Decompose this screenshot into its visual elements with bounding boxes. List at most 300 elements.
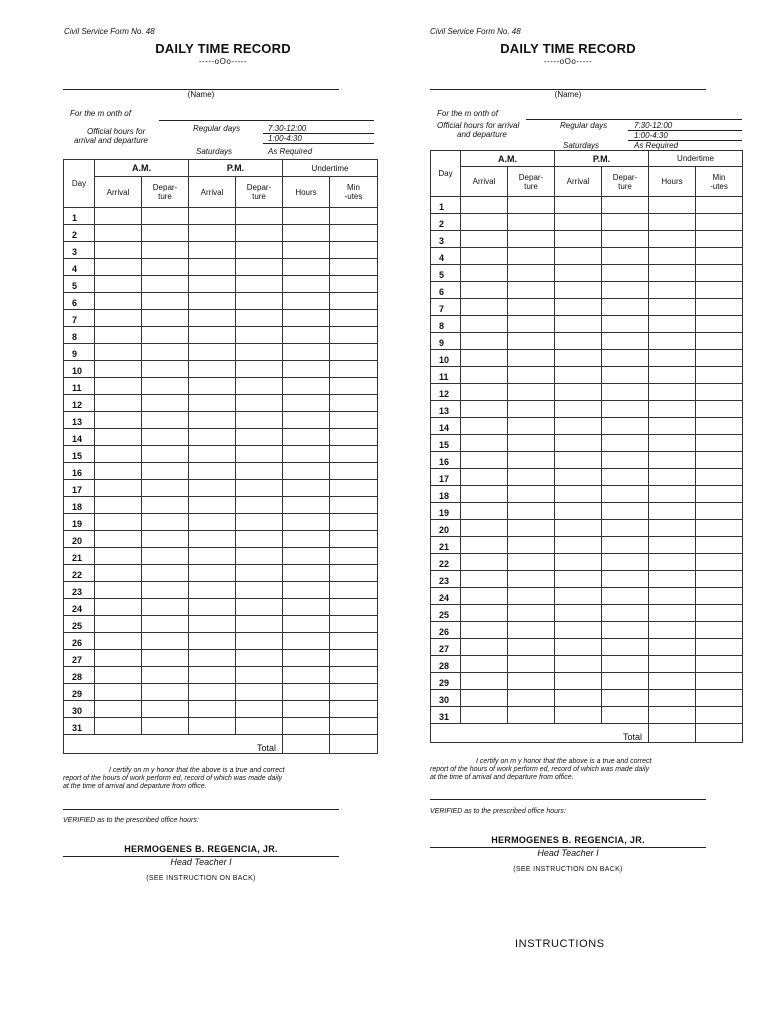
pm-arrival-cell[interactable]	[189, 480, 236, 497]
am-departure-cell[interactable]	[142, 395, 189, 412]
undertime-minutes-cell[interactable]	[696, 520, 743, 537]
pm-arrival-cell[interactable]	[555, 384, 602, 401]
pm-departure-cell[interactable]	[236, 650, 283, 667]
am-arrival-cell[interactable]	[461, 520, 508, 537]
undertime-minutes-cell[interactable]	[696, 571, 743, 588]
undertime-minutes-cell[interactable]	[696, 197, 743, 214]
am-arrival-cell[interactable]	[95, 327, 142, 344]
undertime-hours-cell[interactable]	[283, 599, 330, 616]
pm-departure-cell[interactable]	[236, 395, 283, 412]
undertime-minutes-cell[interactable]	[330, 293, 378, 310]
undertime-hours-cell[interactable]	[283, 565, 330, 582]
pm-arrival-cell[interactable]	[555, 554, 602, 571]
am-departure-cell[interactable]	[142, 361, 189, 378]
am-arrival-cell[interactable]	[95, 293, 142, 310]
pm-departure-cell[interactable]	[236, 225, 283, 242]
am-departure-cell[interactable]	[142, 293, 189, 310]
am-arrival-cell[interactable]	[461, 350, 508, 367]
pm-departure-cell[interactable]	[236, 633, 283, 650]
pm-departure-cell[interactable]	[602, 197, 649, 214]
am-arrival-cell[interactable]	[95, 395, 142, 412]
pm-departure-cell[interactable]	[236, 361, 283, 378]
undertime-minutes-cell[interactable]	[696, 469, 743, 486]
undertime-hours-cell[interactable]	[649, 248, 696, 265]
total-hours-cell[interactable]	[649, 724, 696, 743]
undertime-hours-cell[interactable]	[649, 265, 696, 282]
pm-arrival-cell[interactable]	[555, 673, 602, 690]
pm-arrival-cell[interactable]	[555, 571, 602, 588]
am-departure-cell[interactable]	[142, 582, 189, 599]
undertime-minutes-cell[interactable]	[696, 316, 743, 333]
pm-arrival-cell[interactable]	[555, 197, 602, 214]
undertime-hours-cell[interactable]	[283, 446, 330, 463]
pm-arrival-cell[interactable]	[189, 667, 236, 684]
am-arrival-cell[interactable]	[461, 503, 508, 520]
am-departure-cell[interactable]	[142, 463, 189, 480]
undertime-minutes-cell[interactable]	[696, 622, 743, 639]
am-arrival-cell[interactable]	[461, 214, 508, 231]
am-arrival-cell[interactable]	[95, 412, 142, 429]
am-departure-cell[interactable]	[508, 299, 555, 316]
am-arrival-cell[interactable]	[461, 673, 508, 690]
undertime-minutes-cell[interactable]	[330, 225, 378, 242]
undertime-hours-cell[interactable]	[649, 537, 696, 554]
am-arrival-cell[interactable]	[95, 565, 142, 582]
pm-arrival-cell[interactable]	[555, 486, 602, 503]
pm-departure-cell[interactable]	[602, 384, 649, 401]
am-departure-cell[interactable]	[508, 656, 555, 673]
pm-arrival-cell[interactable]	[189, 208, 236, 225]
pm-departure-cell[interactable]	[602, 282, 649, 299]
am-arrival-cell[interactable]	[95, 361, 142, 378]
undertime-minutes-cell[interactable]	[330, 412, 378, 429]
am-departure-cell[interactable]	[142, 242, 189, 259]
pm-departure-cell[interactable]	[236, 344, 283, 361]
total-minutes-cell[interactable]	[330, 735, 378, 754]
am-departure-cell[interactable]	[142, 208, 189, 225]
am-departure-cell[interactable]	[142, 446, 189, 463]
undertime-hours-cell[interactable]	[649, 367, 696, 384]
pm-arrival-cell[interactable]	[555, 214, 602, 231]
pm-arrival-cell[interactable]	[189, 446, 236, 463]
undertime-hours-cell[interactable]	[649, 486, 696, 503]
undertime-minutes-cell[interactable]	[330, 599, 378, 616]
undertime-hours-cell[interactable]	[649, 520, 696, 537]
undertime-minutes-cell[interactable]	[330, 667, 378, 684]
pm-arrival-cell[interactable]	[189, 276, 236, 293]
am-arrival-cell[interactable]	[95, 718, 142, 735]
am-departure-cell[interactable]	[142, 718, 189, 735]
am-arrival-cell[interactable]	[461, 401, 508, 418]
am-departure-cell[interactable]	[508, 520, 555, 537]
am-departure-cell[interactable]	[508, 214, 555, 231]
undertime-minutes-cell[interactable]	[696, 248, 743, 265]
am-departure-cell[interactable]	[142, 565, 189, 582]
pm-arrival-cell[interactable]	[189, 310, 236, 327]
pm-arrival-cell[interactable]	[555, 537, 602, 554]
pm-arrival-cell[interactable]	[555, 469, 602, 486]
undertime-hours-cell[interactable]	[283, 582, 330, 599]
am-arrival-cell[interactable]	[461, 333, 508, 350]
am-arrival-cell[interactable]	[461, 367, 508, 384]
pm-departure-cell[interactable]	[602, 554, 649, 571]
pm-departure-cell[interactable]	[602, 316, 649, 333]
am-arrival-cell[interactable]	[95, 514, 142, 531]
am-departure-cell[interactable]	[142, 667, 189, 684]
am-arrival-cell[interactable]	[461, 316, 508, 333]
undertime-minutes-cell[interactable]	[696, 588, 743, 605]
am-arrival-cell[interactable]	[95, 582, 142, 599]
pm-arrival-cell[interactable]	[189, 548, 236, 565]
am-arrival-cell[interactable]	[95, 242, 142, 259]
pm-departure-cell[interactable]	[602, 469, 649, 486]
am-arrival-cell[interactable]	[95, 310, 142, 327]
am-departure-cell[interactable]	[508, 605, 555, 622]
pm-departure-cell[interactable]	[236, 480, 283, 497]
pm-arrival-cell[interactable]	[189, 225, 236, 242]
am-arrival-cell[interactable]	[461, 452, 508, 469]
undertime-hours-cell[interactable]	[649, 333, 696, 350]
undertime-minutes-cell[interactable]	[696, 418, 743, 435]
total-hours-cell[interactable]	[283, 735, 330, 754]
undertime-hours-cell[interactable]	[283, 361, 330, 378]
am-departure-cell[interactable]	[508, 486, 555, 503]
am-departure-cell[interactable]	[508, 707, 555, 724]
am-arrival-cell[interactable]	[95, 480, 142, 497]
pm-departure-cell[interactable]	[236, 446, 283, 463]
pm-arrival-cell[interactable]	[555, 350, 602, 367]
am-arrival-cell[interactable]	[461, 435, 508, 452]
undertime-minutes-cell[interactable]	[330, 429, 378, 446]
undertime-minutes-cell[interactable]	[330, 650, 378, 667]
am-departure-cell[interactable]	[508, 588, 555, 605]
undertime-minutes-cell[interactable]	[330, 259, 378, 276]
am-departure-cell[interactable]	[142, 701, 189, 718]
pm-departure-cell[interactable]	[602, 571, 649, 588]
pm-departure-cell[interactable]	[602, 486, 649, 503]
am-departure-cell[interactable]	[142, 327, 189, 344]
pm-arrival-cell[interactable]	[555, 656, 602, 673]
undertime-minutes-cell[interactable]	[330, 378, 378, 395]
undertime-minutes-cell[interactable]	[330, 242, 378, 259]
pm-arrival-cell[interactable]	[555, 639, 602, 656]
undertime-hours-cell[interactable]	[283, 650, 330, 667]
undertime-minutes-cell[interactable]	[696, 554, 743, 571]
undertime-hours-cell[interactable]	[283, 259, 330, 276]
pm-departure-cell[interactable]	[602, 299, 649, 316]
am-departure-cell[interactable]	[508, 197, 555, 214]
am-arrival-cell[interactable]	[461, 248, 508, 265]
am-arrival-cell[interactable]	[461, 639, 508, 656]
undertime-minutes-cell[interactable]	[330, 701, 378, 718]
pm-arrival-cell[interactable]	[189, 718, 236, 735]
am-arrival-cell[interactable]	[461, 197, 508, 214]
pm-departure-cell[interactable]	[602, 265, 649, 282]
am-departure-cell[interactable]	[508, 622, 555, 639]
am-departure-cell[interactable]	[142, 650, 189, 667]
pm-departure-cell[interactable]	[236, 378, 283, 395]
undertime-hours-cell[interactable]	[283, 429, 330, 446]
pm-departure-cell[interactable]	[602, 248, 649, 265]
am-arrival-cell[interactable]	[95, 531, 142, 548]
undertime-hours-cell[interactable]	[283, 667, 330, 684]
undertime-hours-cell[interactable]	[283, 378, 330, 395]
pm-arrival-cell[interactable]	[189, 497, 236, 514]
pm-departure-cell[interactable]	[236, 514, 283, 531]
am-departure-cell[interactable]	[508, 673, 555, 690]
pm-arrival-cell[interactable]	[189, 361, 236, 378]
pm-arrival-cell[interactable]	[555, 418, 602, 435]
undertime-hours-cell[interactable]	[283, 633, 330, 650]
undertime-minutes-cell[interactable]	[330, 531, 378, 548]
pm-arrival-cell[interactable]	[189, 514, 236, 531]
undertime-minutes-cell[interactable]	[330, 276, 378, 293]
pm-departure-cell[interactable]	[602, 418, 649, 435]
am-arrival-cell[interactable]	[95, 259, 142, 276]
am-arrival-cell[interactable]	[461, 282, 508, 299]
pm-arrival-cell[interactable]	[555, 435, 602, 452]
am-arrival-cell[interactable]	[95, 650, 142, 667]
pm-arrival-cell[interactable]	[189, 650, 236, 667]
undertime-hours-cell[interactable]	[283, 718, 330, 735]
am-departure-cell[interactable]	[142, 633, 189, 650]
pm-arrival-cell[interactable]	[555, 282, 602, 299]
pm-arrival-cell[interactable]	[555, 248, 602, 265]
employee-signature-line[interactable]	[430, 799, 706, 800]
pm-arrival-cell[interactable]	[189, 293, 236, 310]
undertime-hours-cell[interactable]	[649, 435, 696, 452]
pm-arrival-cell[interactable]	[555, 690, 602, 707]
am-departure-cell[interactable]	[508, 554, 555, 571]
undertime-hours-cell[interactable]	[649, 418, 696, 435]
pm-departure-cell[interactable]	[236, 310, 283, 327]
undertime-hours-cell[interactable]	[649, 197, 696, 214]
pm-departure-cell[interactable]	[236, 548, 283, 565]
pm-departure-cell[interactable]	[236, 429, 283, 446]
am-departure-cell[interactable]	[508, 503, 555, 520]
am-departure-cell[interactable]	[142, 616, 189, 633]
undertime-hours-cell[interactable]	[649, 503, 696, 520]
am-arrival-cell[interactable]	[461, 571, 508, 588]
pm-arrival-cell[interactable]	[555, 231, 602, 248]
am-departure-cell[interactable]	[142, 344, 189, 361]
undertime-minutes-cell[interactable]	[330, 582, 378, 599]
am-departure-cell[interactable]	[142, 276, 189, 293]
undertime-hours-cell[interactable]	[649, 231, 696, 248]
am-arrival-cell[interactable]	[95, 684, 142, 701]
am-arrival-cell[interactable]	[461, 265, 508, 282]
employee-signature-line[interactable]	[63, 809, 339, 810]
undertime-hours-cell[interactable]	[649, 690, 696, 707]
undertime-hours-cell[interactable]	[649, 571, 696, 588]
pm-departure-cell[interactable]	[602, 588, 649, 605]
am-arrival-cell[interactable]	[461, 418, 508, 435]
pm-departure-cell[interactable]	[236, 582, 283, 599]
undertime-minutes-cell[interactable]	[696, 350, 743, 367]
am-departure-cell[interactable]	[508, 571, 555, 588]
am-departure-cell[interactable]	[142, 599, 189, 616]
am-departure-cell[interactable]	[508, 265, 555, 282]
am-arrival-cell[interactable]	[95, 599, 142, 616]
am-arrival-cell[interactable]	[95, 225, 142, 242]
undertime-minutes-cell[interactable]	[696, 656, 743, 673]
undertime-minutes-cell[interactable]	[696, 639, 743, 656]
pm-arrival-cell[interactable]	[189, 395, 236, 412]
am-arrival-cell[interactable]	[461, 486, 508, 503]
pm-departure-cell[interactable]	[602, 656, 649, 673]
pm-arrival-cell[interactable]	[189, 531, 236, 548]
pm-departure-cell[interactable]	[602, 690, 649, 707]
pm-arrival-cell[interactable]	[555, 401, 602, 418]
pm-arrival-cell[interactable]	[555, 622, 602, 639]
undertime-hours-cell[interactable]	[283, 208, 330, 225]
am-arrival-cell[interactable]	[95, 701, 142, 718]
month-line[interactable]	[526, 119, 742, 120]
pm-arrival-cell[interactable]	[555, 333, 602, 350]
undertime-hours-cell[interactable]	[649, 469, 696, 486]
pm-arrival-cell[interactable]	[189, 327, 236, 344]
undertime-minutes-cell[interactable]	[696, 384, 743, 401]
am-arrival-cell[interactable]	[461, 299, 508, 316]
undertime-minutes-cell[interactable]	[696, 333, 743, 350]
pm-departure-cell[interactable]	[236, 497, 283, 514]
pm-departure-cell[interactable]	[602, 639, 649, 656]
pm-arrival-cell[interactable]	[555, 503, 602, 520]
am-departure-cell[interactable]	[508, 282, 555, 299]
am-departure-cell[interactable]	[142, 225, 189, 242]
undertime-minutes-cell[interactable]	[696, 503, 743, 520]
pm-departure-cell[interactable]	[236, 565, 283, 582]
am-arrival-cell[interactable]	[461, 622, 508, 639]
am-departure-cell[interactable]	[508, 690, 555, 707]
undertime-hours-cell[interactable]	[283, 327, 330, 344]
undertime-minutes-cell[interactable]	[696, 435, 743, 452]
pm-arrival-cell[interactable]	[555, 299, 602, 316]
undertime-minutes-cell[interactable]	[330, 361, 378, 378]
pm-arrival-cell[interactable]	[555, 367, 602, 384]
pm-departure-cell[interactable]	[236, 616, 283, 633]
undertime-hours-cell[interactable]	[649, 605, 696, 622]
pm-departure-cell[interactable]	[602, 333, 649, 350]
pm-departure-cell[interactable]	[602, 367, 649, 384]
undertime-hours-cell[interactable]	[283, 531, 330, 548]
undertime-hours-cell[interactable]	[283, 684, 330, 701]
undertime-minutes-cell[interactable]	[330, 718, 378, 735]
undertime-minutes-cell[interactable]	[696, 707, 743, 724]
undertime-hours-cell[interactable]	[649, 299, 696, 316]
undertime-hours-cell[interactable]	[649, 452, 696, 469]
undertime-hours-cell[interactable]	[283, 310, 330, 327]
pm-departure-cell[interactable]	[236, 463, 283, 480]
pm-arrival-cell[interactable]	[555, 265, 602, 282]
undertime-hours-cell[interactable]	[283, 480, 330, 497]
pm-arrival-cell[interactable]	[555, 707, 602, 724]
undertime-hours-cell[interactable]	[649, 656, 696, 673]
undertime-minutes-cell[interactable]	[696, 265, 743, 282]
am-departure-cell[interactable]	[142, 531, 189, 548]
total-minutes-cell[interactable]	[696, 724, 743, 743]
am-arrival-cell[interactable]	[461, 537, 508, 554]
undertime-minutes-cell[interactable]	[696, 401, 743, 418]
undertime-hours-cell[interactable]	[283, 616, 330, 633]
am-arrival-cell[interactable]	[461, 384, 508, 401]
undertime-hours-cell[interactable]	[649, 316, 696, 333]
pm-departure-cell[interactable]	[602, 214, 649, 231]
undertime-hours-cell[interactable]	[283, 514, 330, 531]
pm-arrival-cell[interactable]	[555, 520, 602, 537]
undertime-minutes-cell[interactable]	[330, 208, 378, 225]
pm-departure-cell[interactable]	[602, 401, 649, 418]
pm-departure-cell[interactable]	[236, 667, 283, 684]
undertime-hours-cell[interactable]	[649, 282, 696, 299]
undertime-hours-cell[interactable]	[649, 588, 696, 605]
undertime-minutes-cell[interactable]	[330, 548, 378, 565]
pm-departure-cell[interactable]	[602, 520, 649, 537]
pm-departure-cell[interactable]	[602, 622, 649, 639]
pm-arrival-cell[interactable]	[555, 588, 602, 605]
am-arrival-cell[interactable]	[95, 633, 142, 650]
undertime-hours-cell[interactable]	[649, 639, 696, 656]
pm-departure-cell[interactable]	[236, 684, 283, 701]
am-departure-cell[interactable]	[508, 418, 555, 435]
undertime-hours-cell[interactable]	[649, 707, 696, 724]
am-departure-cell[interactable]	[508, 350, 555, 367]
undertime-minutes-cell[interactable]	[330, 616, 378, 633]
pm-arrival-cell[interactable]	[189, 412, 236, 429]
am-departure-cell[interactable]	[508, 333, 555, 350]
am-departure-cell[interactable]	[508, 316, 555, 333]
pm-arrival-cell[interactable]	[189, 344, 236, 361]
am-arrival-cell[interactable]	[461, 588, 508, 605]
pm-arrival-cell[interactable]	[555, 316, 602, 333]
undertime-minutes-cell[interactable]	[330, 684, 378, 701]
am-departure-cell[interactable]	[508, 537, 555, 554]
pm-arrival-cell[interactable]	[189, 582, 236, 599]
am-arrival-cell[interactable]	[95, 446, 142, 463]
am-arrival-cell[interactable]	[95, 548, 142, 565]
undertime-minutes-cell[interactable]	[696, 299, 743, 316]
undertime-minutes-cell[interactable]	[696, 231, 743, 248]
undertime-hours-cell[interactable]	[649, 214, 696, 231]
pm-departure-cell[interactable]	[602, 537, 649, 554]
undertime-minutes-cell[interactable]	[330, 565, 378, 582]
pm-arrival-cell[interactable]	[189, 259, 236, 276]
pm-departure-cell[interactable]	[236, 208, 283, 225]
undertime-minutes-cell[interactable]	[330, 497, 378, 514]
am-arrival-cell[interactable]	[95, 616, 142, 633]
pm-arrival-cell[interactable]	[189, 701, 236, 718]
undertime-hours-cell[interactable]	[283, 412, 330, 429]
undertime-minutes-cell[interactable]	[330, 633, 378, 650]
am-departure-cell[interactable]	[508, 435, 555, 452]
pm-arrival-cell[interactable]	[189, 378, 236, 395]
undertime-hours-cell[interactable]	[649, 401, 696, 418]
am-departure-cell[interactable]	[142, 497, 189, 514]
undertime-hours-cell[interactable]	[283, 463, 330, 480]
undertime-hours-cell[interactable]	[283, 497, 330, 514]
pm-departure-cell[interactable]	[602, 452, 649, 469]
am-arrival-cell[interactable]	[461, 231, 508, 248]
am-arrival-cell[interactable]	[461, 690, 508, 707]
pm-departure-cell[interactable]	[602, 707, 649, 724]
month-line[interactable]	[159, 120, 374, 121]
undertime-minutes-cell[interactable]	[696, 690, 743, 707]
am-arrival-cell[interactable]	[95, 429, 142, 446]
pm-arrival-cell[interactable]	[189, 599, 236, 616]
pm-departure-cell[interactable]	[236, 259, 283, 276]
am-arrival-cell[interactable]	[461, 605, 508, 622]
am-departure-cell[interactable]	[142, 378, 189, 395]
